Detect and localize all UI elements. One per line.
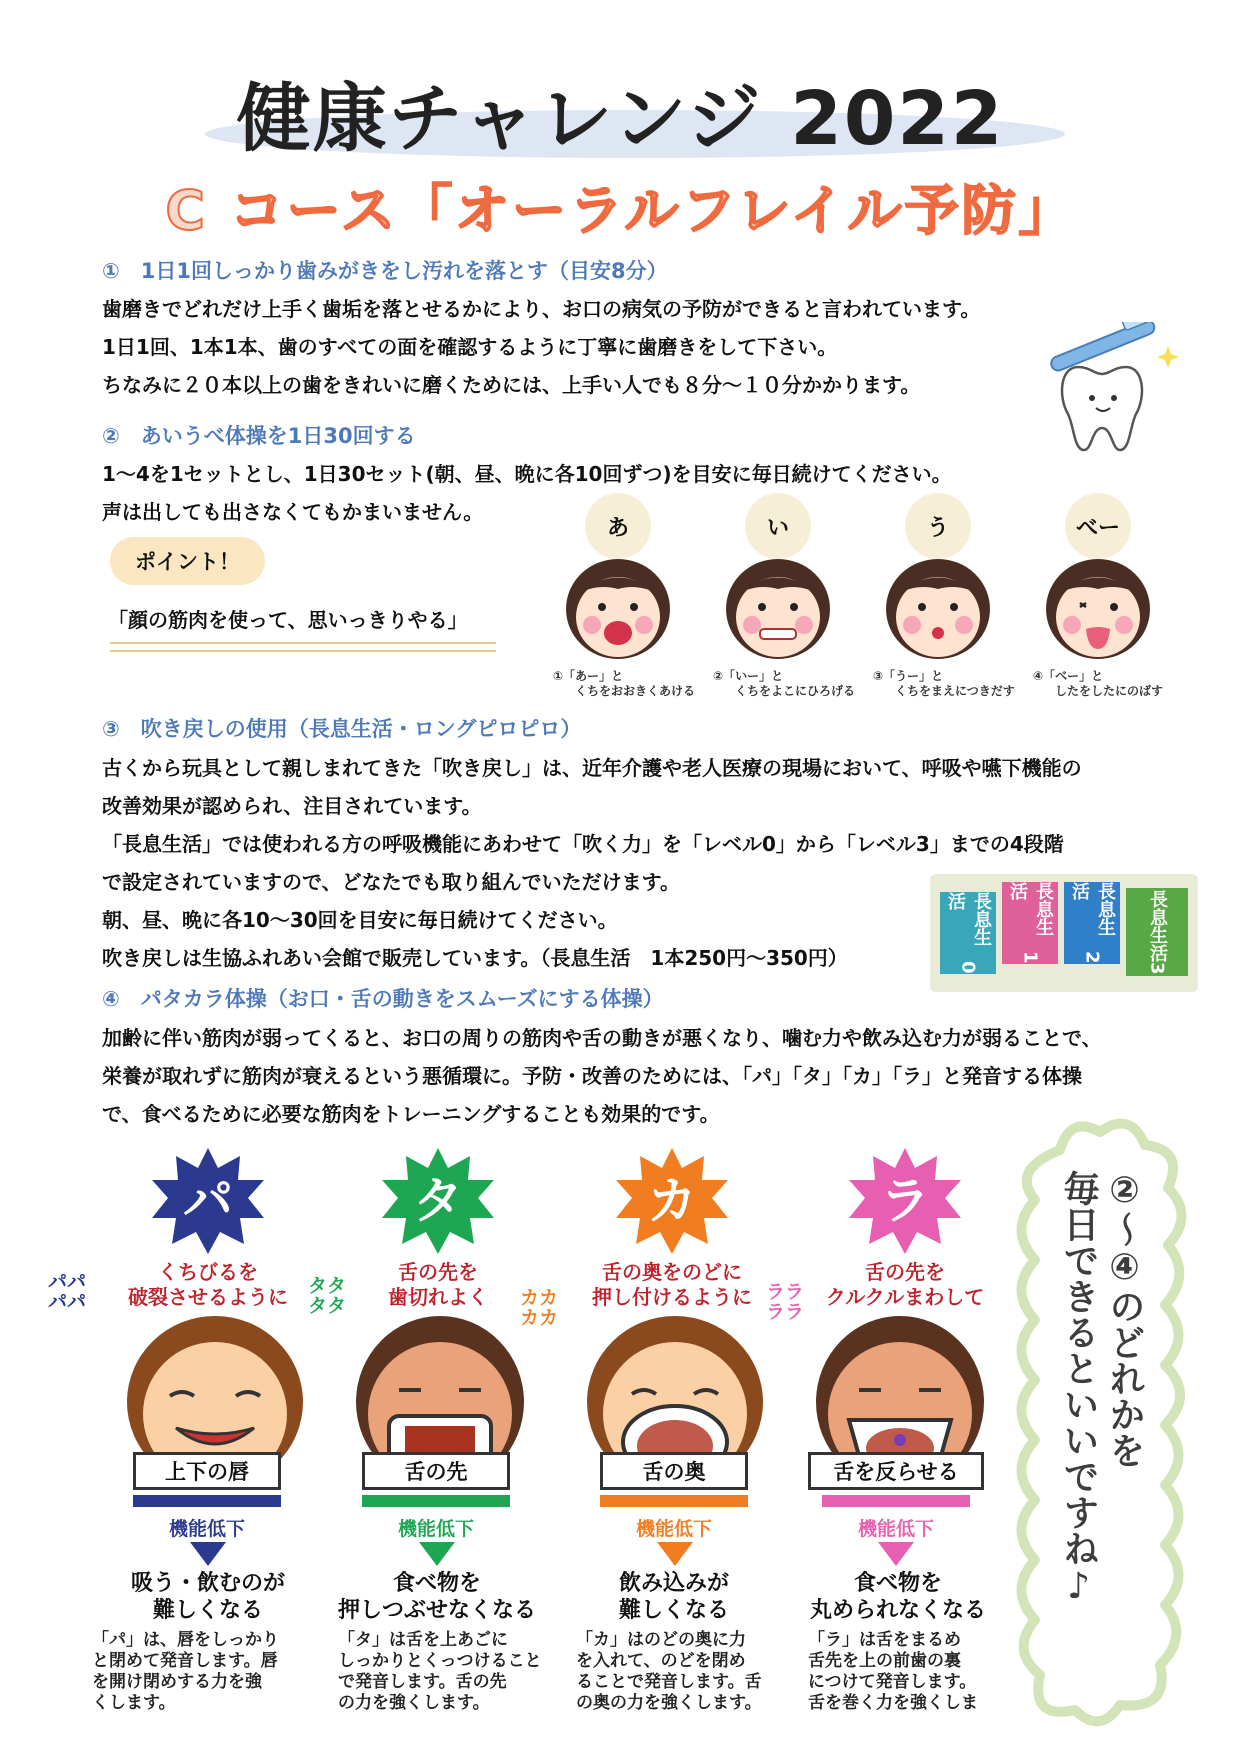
section2-line: 1～4を1セットとし、1日30セット(朝、昼、晩に各10回ずつ)を目安に毎日続けてください。 [102, 462, 952, 486]
page-title: 健康チャレンジ 2022 [236, 76, 1005, 162]
pa-bar [133, 1495, 281, 1507]
down-arrow-icon [190, 1542, 226, 1566]
point-badge: ポイント！ [110, 537, 265, 585]
aiube-face [708, 493, 848, 559]
ka-char: カ [647, 1172, 697, 1230]
ka-description: 「カ」はのどの奥に力 を入れて、のどを閉め ることで発音します。舌 の奥の力を強くします。 [576, 1630, 762, 1713]
ta-scatter: タタ タタ [308, 1275, 347, 1317]
ta-bar [362, 1495, 510, 1507]
pa-part-box: 上下の唇 [133, 1452, 281, 1490]
point-text: 「顔の筋肉を使って、思いっきりやる」 [108, 608, 468, 632]
face-caption: ④「べー」と したをしたにのばす [1033, 669, 1164, 698]
product-package: 長息生活 1 [1002, 882, 1058, 964]
ka-bar [600, 1495, 748, 1507]
pa-instruction: くちびるを 破裂させるように [128, 1260, 288, 1309]
section1-line: 歯磨きでどれだけ上手く歯垢を落とせるかにより、お口の病気の予防ができると言われています。 [102, 297, 981, 321]
product-package: 長息生活 0 [940, 892, 996, 974]
section3-line: 改善効果が認められ、注目されています。 [102, 794, 482, 818]
aiube-face [868, 493, 1008, 559]
aiube-face [548, 493, 688, 559]
ka-scatter: カカ カカ [520, 1287, 559, 1329]
product-package: 長息生活 2 [1064, 882, 1120, 964]
section3-line: 吹き戻しは生協ふれあい会館で販売しています。（長息生活 1本250円～350円） [102, 946, 848, 970]
ka-decline: 機能低下 [635, 1518, 712, 1540]
product-photo [930, 874, 1198, 992]
ra-part-box: 舌を反らせる [808, 1452, 984, 1490]
ta-instruction: 舌の先を 歯切れよく [388, 1260, 488, 1309]
section1-line: ちなみに２０本以上の歯をきれいに磨くためには、上手い人でも８分～１０分かかります。 [102, 373, 921, 397]
pa-description: 「パ」は、唇をしっかり と閉めて発音します。唇 を開け閉めする力を強 くします。 [92, 1630, 279, 1713]
speech-bubble: い [745, 493, 811, 559]
divider [110, 650, 496, 652]
section2-line: 声は出しても出さなくてもかまいません。 [102, 500, 484, 524]
ra-scatter: ララ ララ [766, 1281, 805, 1323]
face-caption: ①「あー」と くちをおおきくあける [553, 669, 696, 698]
speech-bubble: う [905, 493, 971, 559]
ra-decline: 機能低下 [857, 1518, 934, 1540]
ra-result: 食べ物を 丸められなくなる [809, 1571, 986, 1623]
cloud-message: ②～④のどれかを 毎日できるといいですね♪ [1058, 1170, 1145, 1607]
divider [110, 642, 496, 644]
ta-description: 「タ」は舌を上あごに しっかりとくっつけること で発音します。舌の先 の力を強くします。 [338, 1630, 542, 1713]
down-arrow-icon [878, 1542, 914, 1566]
ka-result: 飲み込みが 難しくなる [618, 1571, 729, 1623]
ta-part-box: 舌の先 [362, 1452, 510, 1490]
ta-starburst [378, 1146, 498, 1256]
section4-line: 栄養が取れずに筋肉が衰えるという悪循環に。予防・改善のためには、「パ」「タ」「カ」「ラ」と発音する体操 [102, 1064, 1082, 1088]
ka-starburst [612, 1146, 732, 1256]
ra-bar [822, 1495, 970, 1507]
pa-result: 吸う・飲むのが 難しくなる [130, 1571, 285, 1623]
speech-bubble: べー [1065, 493, 1131, 559]
section1-line: 1日1回、1本1本、歯のすべての面を確認するように丁寧に歯磨きをして下さい。 [102, 335, 838, 359]
face-caption: ②「いー」と くちをよこにひろげる [713, 669, 856, 698]
section3-line: 古くから玩具として親しまれてきた「吹き戻し」は、近年介護や老人医療の現場において、呼吸や嚥下機能の [102, 756, 1082, 780]
section1-heading: ① 1日1回しっかり歯みがきをし汚れを落とす（目安8分） [102, 259, 668, 283]
aiube-faces-illustration [550, 555, 1200, 665]
product-package: 長息生活 3 [1126, 888, 1188, 976]
ka-instruction: 舌の奥をのどに 押し付けるように [592, 1260, 752, 1309]
course-subtitle: C コース「オーラルフレイル予防」 [165, 179, 1076, 242]
section3-line: で設定されていますので、どなたでも取り組んでいただけます。 [102, 870, 680, 894]
down-arrow-icon [419, 1542, 455, 1566]
ka-part-box: 舌の奥 [600, 1452, 748, 1490]
ra-starburst [845, 1146, 965, 1256]
tooth-mascot-icon [1040, 322, 1190, 462]
section4-heading: ④ パタカラ体操（お口・舌の動きをスムーズにする体操） [102, 987, 664, 1011]
down-arrow-icon [657, 1542, 693, 1566]
pa-scatter: パパ パパ [48, 1271, 87, 1313]
speech-bubble: あ [585, 493, 651, 559]
ra-char: ラ [880, 1172, 930, 1230]
aiube-face [1028, 493, 1168, 559]
section3-line: 「長息生活」では使われる方の呼吸機能にあわせて「吹く力」を「レベル0」から「レベル3」までの4段階 [102, 832, 1064, 856]
section3-heading: ③ 吹き戻しの使用（長息生活・ロングピロピロ） [102, 717, 582, 741]
ra-instruction: 舌の先を クルクルまわして [825, 1260, 985, 1309]
ta-result: 食べ物を 押しつぶせなくなる [337, 1571, 536, 1623]
section4-line: で、食べるために必要な筋肉をトレーニングすることも効果的です。 [102, 1102, 720, 1126]
ta-decline: 機能低下 [397, 1518, 474, 1540]
ta-char: タ [413, 1172, 463, 1230]
ra-description: 「ラ」は舌をまるめ 舌先を上の前歯の裏 につけて発音します。 舌を巻く力を強くしま [808, 1630, 978, 1713]
face-caption: ③「うー」と くちをまえにつきだす [873, 669, 1015, 698]
section3-line: 朝、昼、晩に各10～30回を目安に毎日続けてください。 [102, 908, 618, 932]
pa-char: パ [183, 1172, 233, 1230]
pa-starburst [148, 1146, 268, 1256]
section2-heading: ② あいうべ体操を1日30回する [102, 424, 416, 448]
pa-decline: 機能低下 [168, 1518, 245, 1540]
section4-line: 加齢に伴い筋肉が弱ってくると、お口の周りの筋肉や舌の動きが悪くなり、噛む力や飲み込む力が弱ることで、 [102, 1026, 1102, 1050]
